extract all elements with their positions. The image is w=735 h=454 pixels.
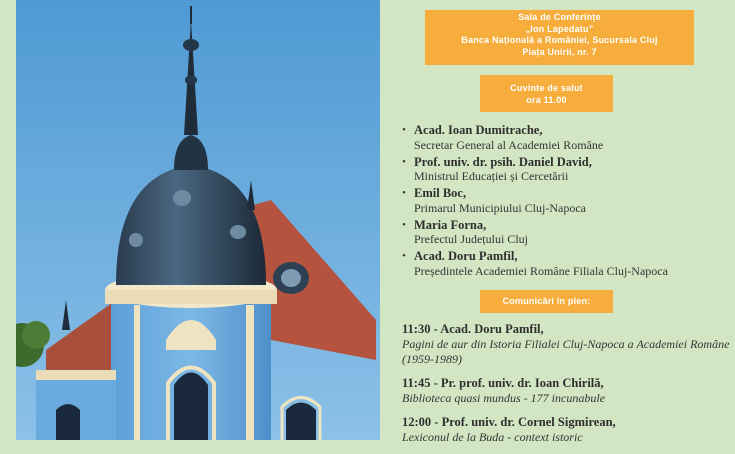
building-photo	[16, 0, 380, 440]
bullet-icon: •	[402, 250, 406, 262]
bullet-icon: •	[402, 124, 406, 136]
list-item	[402, 155, 732, 185]
venue-institution: Banca Națională a României, Sucursala Cluj	[461, 35, 658, 45]
bullet-icon: •	[402, 155, 406, 168]
speaker-list	[402, 123, 732, 281]
list-item	[402, 218, 732, 248]
speaker-role: Președintele Academiei Române Filiala Cluj-Napoca	[414, 263, 668, 278]
bullet-icon: •	[402, 218, 406, 231]
list-item	[402, 186, 732, 216]
plenary-heading: Comunicări în plen:	[480, 290, 613, 313]
talk-time-speaker: 11:30 - Acad. Doru Pamfil,	[402, 322, 544, 336]
speaker-role: Ministrul Educației și Cercetării	[414, 169, 569, 183]
list-item	[402, 322, 732, 367]
speaker-name: Acad. Doru Pamfil,	[414, 249, 518, 263]
talk-list	[402, 322, 732, 454]
list-item	[402, 249, 732, 279]
bullet-icon: •	[402, 187, 406, 199]
welcome-heading: Cuvinte de salut	[510, 83, 583, 93]
talk-time-speaker: 11:45 - Pr. prof. univ. dr. Ioan Chirilă,	[402, 376, 604, 390]
talk-title: Biblioteca quasi mundus - 177 incunabule	[402, 391, 605, 405]
speaker-role: Secretar General al Academiei Române	[414, 137, 604, 152]
speaker-name: Acad. Ioan Dumitrache,	[414, 123, 543, 137]
list-item	[402, 415, 732, 445]
venue-hall-name: „Ion Lapedatu”	[525, 23, 594, 34]
welcome-box	[480, 75, 613, 112]
list-item	[402, 376, 732, 406]
speaker-name: Prof. univ. dr. psih. Daniel David,	[414, 154, 592, 169]
speaker-role: Primarul Municipiului Cluj-Napoca	[414, 200, 586, 215]
speaker-name: Emil Boc,	[414, 186, 467, 200]
talk-time-speaker: 12:00 - Prof. univ. dr. Cornel Sigmirean,	[402, 415, 616, 429]
talk-title: Pagini de aur din Istoria Filialei Cluj-Napoca a Academiei Române (1959-1989)	[402, 337, 730, 366]
speaker-role: Prefectul Județului Cluj	[414, 232, 528, 246]
welcome-time: ora 11.00	[526, 95, 567, 105]
venue-hall: Sala de Conferințe	[518, 12, 601, 22]
venue-address: Piața Unirii, nr. 7	[522, 46, 597, 57]
talk-title: Lexiconul de la Buda - context istoric	[402, 430, 583, 444]
speaker-name: Maria Forna,	[414, 217, 487, 232]
venue-box	[425, 10, 694, 65]
list-item	[402, 123, 732, 153]
